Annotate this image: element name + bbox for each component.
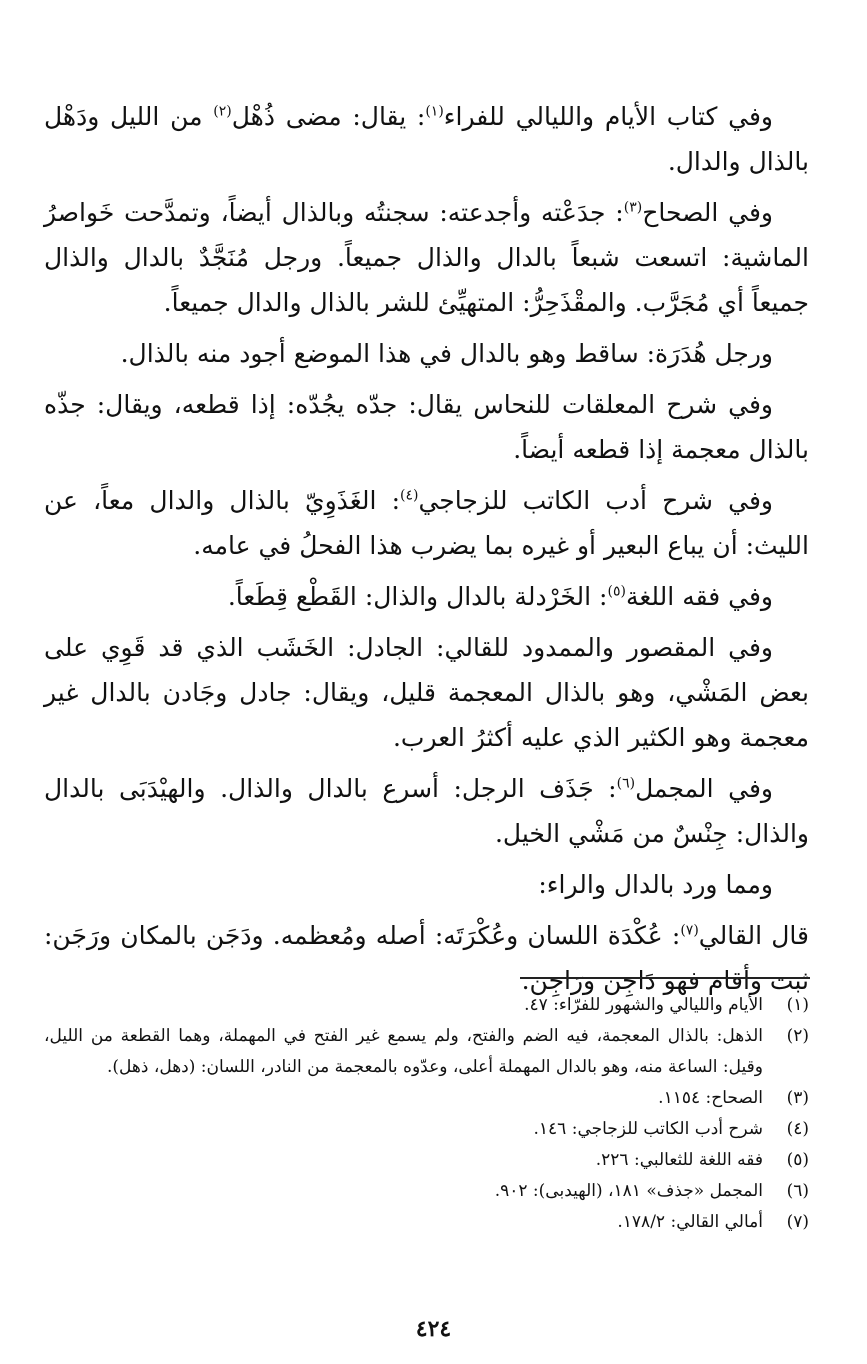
footnote-number: (١)	[786, 995, 809, 1015]
footnote-text: المجمل «جذف» ١٨١، (الهيدبى): ٩٠٢.	[494, 1181, 763, 1201]
paragraph: وفي فقه اللغة$^{(٥)}$: الخَرْدلة بالدال والذال: القَطْع قِطَعاً.	[227, 582, 773, 611]
footnote-item	[44, 1114, 809, 1145]
footnote-ref: (٤)	[400, 487, 419, 504]
footnote-number: (٢)	[786, 1026, 809, 1046]
paragraph: وفي المجمل$^{(٦)}$: جَذَف الرجل: أسرع بالدال والذال. والهيْدَبَى بالدال والذال: جِنْسٌ من مَشْي الخيل.	[44, 774, 809, 848]
footnote-ref: (٦)	[616, 775, 636, 792]
footnotes	[44, 990, 809, 1238]
footnote-ref: (٣)	[623, 199, 643, 216]
footnote-item	[44, 1021, 809, 1083]
footnote-text: الأيام والليالي والشهور للفرّاء: ٤٧.	[524, 995, 763, 1015]
footnote-text: شرح أدب الكاتب للزجاجي: ١٤٦.	[533, 1119, 763, 1139]
page-number: ٤٢٤	[415, 1316, 452, 1342]
footnote-number: (٥)	[786, 1150, 809, 1170]
footnote-item	[44, 1207, 809, 1238]
footnote-number: (٤)	[786, 1119, 809, 1139]
footnote-number: (٧)	[786, 1212, 809, 1232]
footnote-ref: (٥)	[607, 583, 626, 600]
paragraph: وفي المقصور والممدود للقالي: الجادل: الخَشَب الذي قد قَوِي على بعض المَشْي، وهو بالذال المعجمة قليل، ويقال: جادل وجَادن بالدال غير معجمة وهو الكثير الذي عليه أكثرُ العرب.	[44, 633, 809, 752]
footnote-text: فقه اللغة للثعالبي: ٢٢٦.	[595, 1150, 763, 1170]
footnote-ref: (٧)	[680, 922, 699, 939]
footnote-text: الذهل: بالذال المعجمة، فيه الضم والفتح، ولم يسمع غير الفتح في المهملة، وهما القطعة من الليل، وقيل: الساعة منه، وهو بالدال المهملة أعلى، وعدّوه بالمعجمة من النادر، اللسان: (دهل، ذهل).	[44, 1026, 764, 1077]
footnote-item	[44, 1145, 809, 1176]
paragraph: قال القالي$^{(٧)}$: عُكْدَة اللسان وعُكْرَتَه: أصله ومُعظمه. ودَجَن بالمكان ورَجَن: ثبت وأقام فهو دَاجِن ورَاجِن.	[44, 921, 809, 995]
footnote-text: الصحاح: ١١٥٤.	[658, 1088, 763, 1108]
footnote-item	[44, 1176, 809, 1207]
footnote-ref: (١)	[425, 103, 444, 120]
footnote-item	[44, 990, 809, 1021]
footnote-item	[44, 1083, 809, 1114]
paragraph: ومما ورد بالدال والراء:	[538, 870, 773, 899]
footnote-text: أمالي القالي: ١٧٨/٢.	[617, 1212, 763, 1232]
paragraph: وفي شرح المعلقات للنحاس يقال: جدّه يجُدّه: إذا قطعه، ويقال: جذّه بالذال معجمة إذا قطعه أيضاً.	[44, 390, 809, 464]
paragraph: وفي كتاب الأيام والليالي للفراء$^{(١)}$: يقال: مضى ذُهْل$^{(٢)}$ من الليل ودَهْل بالذال والدال.	[44, 102, 809, 176]
paragraph: ورجل هُدَرَة: ساقط وهو بالدال في هذا الموضع أجود منه بالذال.	[120, 339, 773, 368]
footnote-divider	[520, 977, 810, 979]
footnote-number: (٦)	[786, 1181, 809, 1201]
footnote-number: (٣)	[786, 1088, 809, 1108]
footnote-ref: (٢)	[213, 103, 232, 120]
paragraph: وفي شرح أدب الكاتب للزجاجي$^{(٤)}$: الغَذَوِيّ بالذال والدال معاً، عن الليث: أن يباع البعير أو غيره بما يضرب هذا الفحلُ في عامه.	[44, 486, 809, 560]
main-text	[44, 94, 809, 1009]
paragraph: وفي الصحاح$^{(٣)}$: جدَعْته وأجدعته: سجنتُه وبالذال أيضاً، وتمدَّحت خَواصرُ الماشية: اتسعت شبعاً بالدال والذال جميعاً. ورجل مُنَجَّدٌ بالدال والذال جميعاً أي مُجَرَّب. والمقْذَحِرُّ: المتهيِّئ للشر بالذال والدال جميعاً.	[44, 198, 809, 317]
